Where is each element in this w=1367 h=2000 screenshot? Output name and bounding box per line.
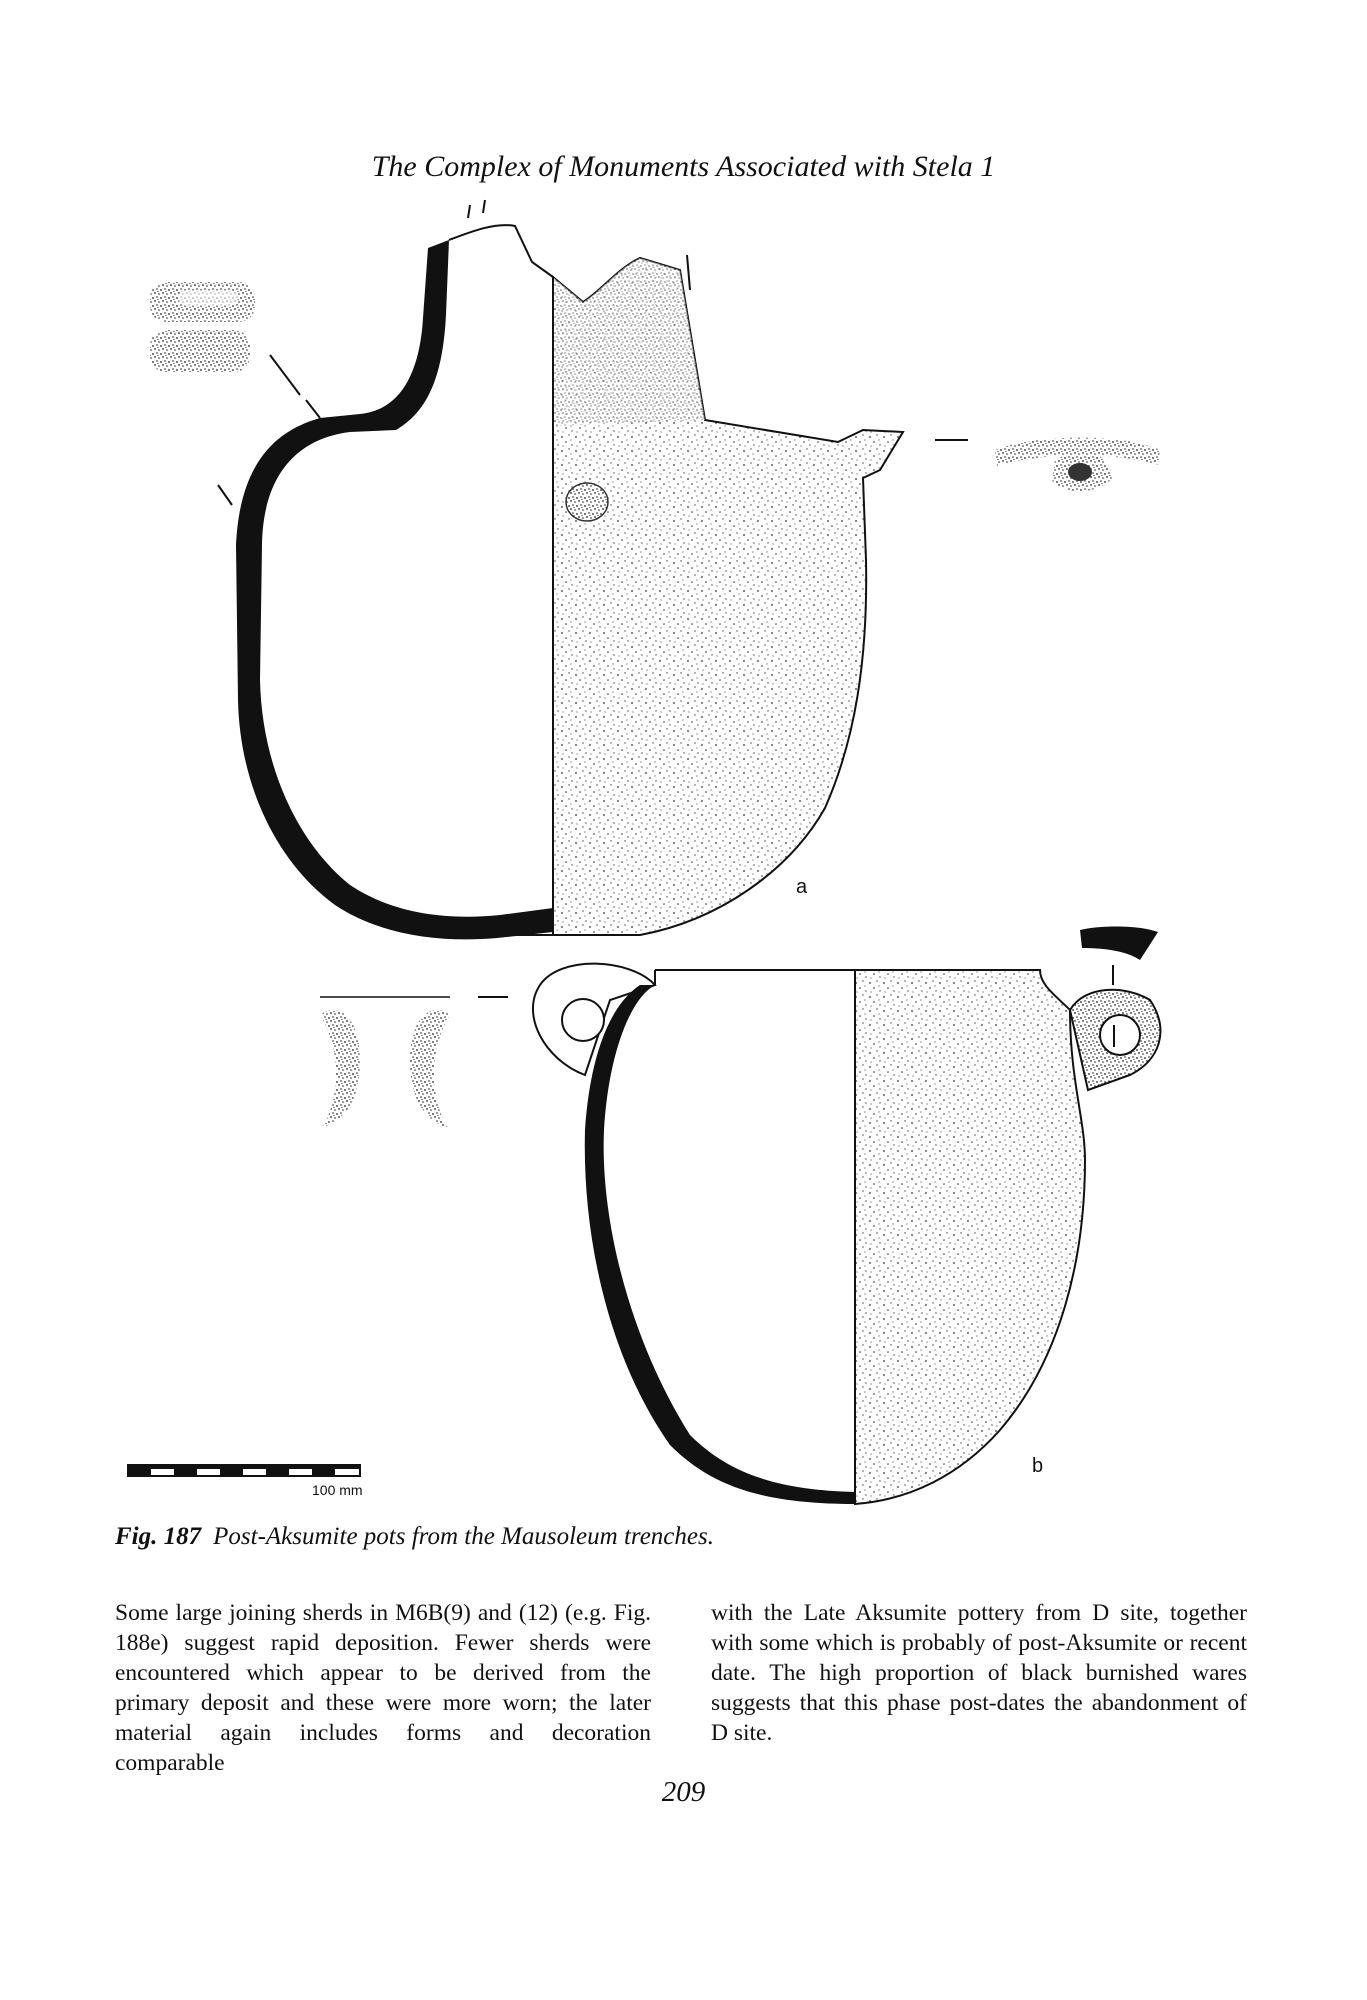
figure-caption [115,1523,714,1551]
figure-number: Fig. 187 [115,1523,202,1550]
running-title: The Complex of Monuments Associated with Stela 1 [371,150,996,183]
scale-bar-label: 100 mm [312,1482,363,1498]
figure-label-b: b [1032,1455,1044,1477]
paragraph-left: Some large joining sherds in M6B(9) and (12) (e.g. Fig. 188e) suggest rapid deposition. Fewer sherds were encountered which appear to be derived from the primary deposit and these were more worn; the later material again includes forms and decoration comparable [115,1600,651,1776]
pot-a-section-profile [236,240,553,939]
figure-caption-text: Post-Aksumite pots from the Mausoleum trenches. [213,1523,714,1550]
pot-b-drawing [478,926,1160,1504]
pot-b-exterior [855,970,1085,1504]
pot-a-guide-line [306,400,320,418]
pot-a-handle-detail [995,438,1160,491]
pot-a-lug [566,483,608,521]
page-number: 209 [661,1776,706,1808]
pot-a-tick [468,205,470,218]
pot-b-handle-section [1080,926,1158,960]
pot-b-section-profile [585,985,855,1504]
text-column-left [115,1598,651,1778]
pot-b-right-handle-hole [1100,1015,1140,1055]
figure-label-a: a [796,876,808,898]
text-column-right [711,1598,1247,1778]
body-text [115,1598,1247,1778]
pot-a-tick [483,200,485,213]
scale-bar [128,1465,363,1498]
pot-a-rim-detail [150,282,255,372]
pot-a-neck-outline [449,225,553,277]
pot-a-guide-line [218,485,232,505]
pot-b-left-handle-hole [562,999,604,1041]
pot-a-guide-line [270,355,300,395]
pot-b-handle-detail [320,997,450,1128]
paragraph-right: with the Late Aksumite pottery from D site, together with some which is probably of post-Aksumite or recent date. The high proportion of black burnished wares suggests that this phase post-dates the abandonment of D site. [711,1600,1247,1746]
pot-a-drawing [218,200,968,939]
pot-a-tick [687,255,690,290]
